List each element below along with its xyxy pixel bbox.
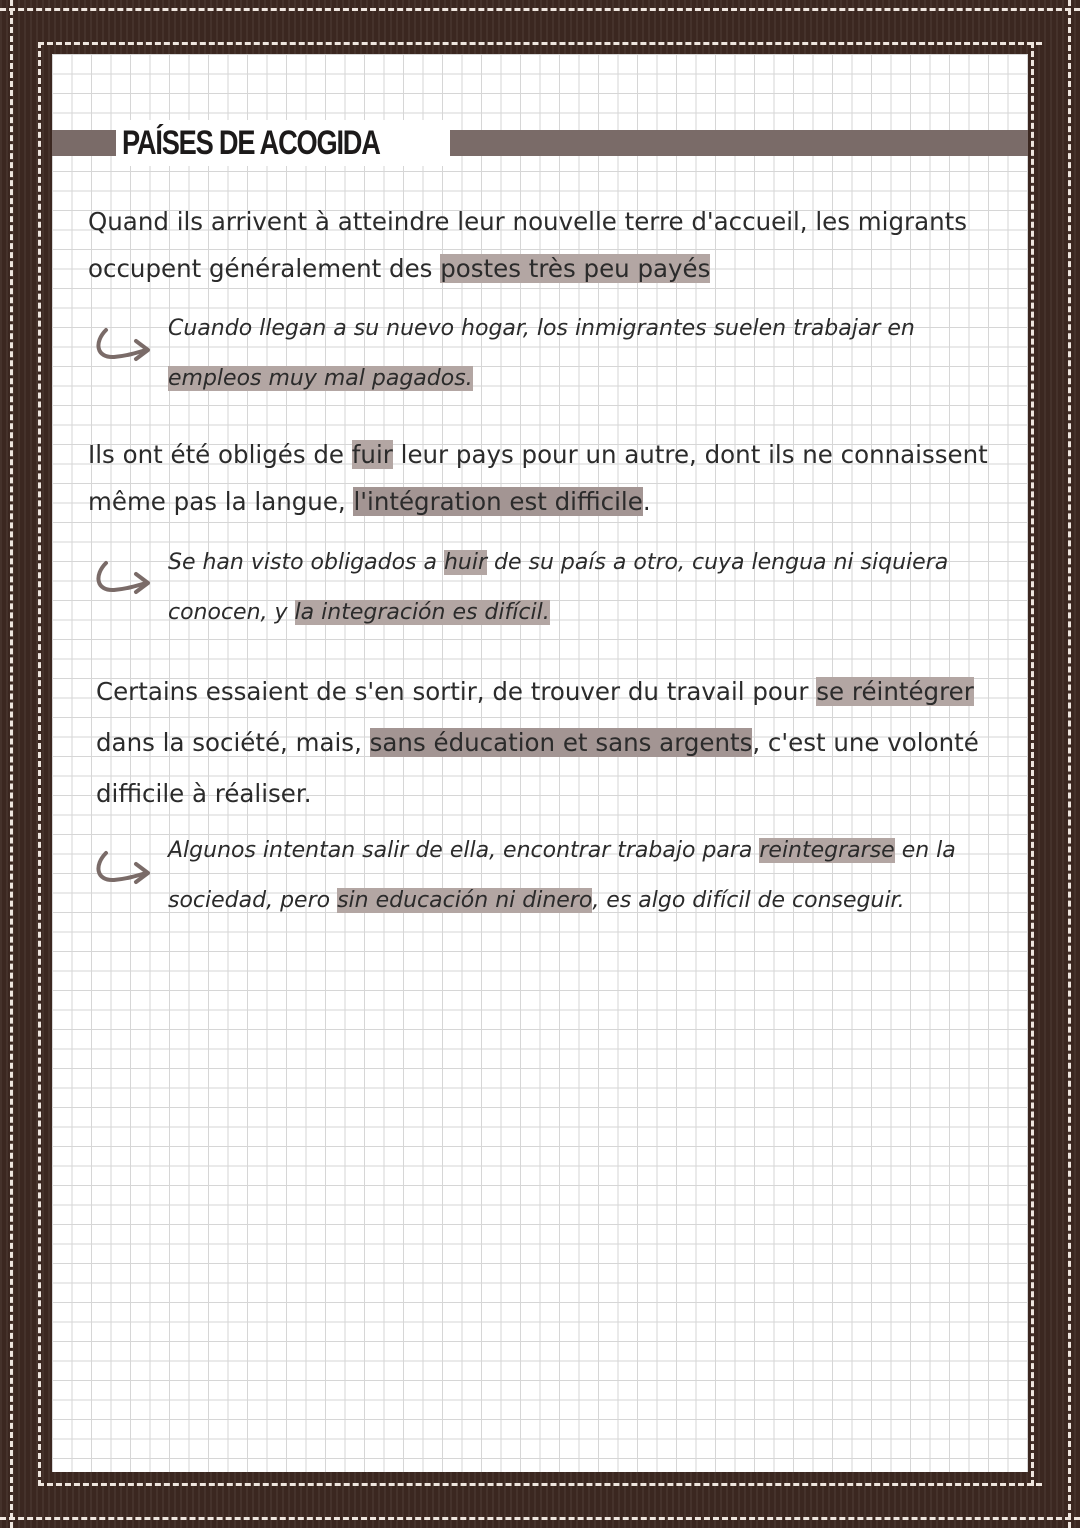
text-segment: , c'est une volonté difficile à réaliser. [96,728,979,808]
title-box [116,120,450,166]
highlighted-phrase: postes très peu payés [440,254,711,283]
highlighted-phrase: l'intégration est difficile [353,487,643,516]
highlighted-phrase: empleos muy mal pagados. [168,366,473,391]
highlighted-phrase: sin educación ni dinero [337,888,593,913]
text-segment: , es algo difícil de conseguir. [592,888,905,913]
french-paragraph-3 [96,666,1016,819]
curved-arrow-icon [92,559,156,599]
page-title: PAÍSES DE ACOGIDA [122,123,380,162]
curved-arrow-icon [92,326,156,366]
text-segment: de su país a otro, cuya lengua ni siquiera conocen, y [168,550,949,625]
text-segment: Cuando llegan a su nuevo hogar, los inmigrantes suelen trabajar en [168,316,915,341]
french-paragraph-1 [88,198,1008,292]
text-segment: Ils ont été obligés de [88,440,352,469]
text-segment: Algunos intentan salir de ella, encontrar trabajo para [168,838,760,863]
text-segment: . [642,487,651,516]
text-segment: Se han visto obligados a [168,550,444,575]
french-paragraph-2 [88,431,1008,525]
spanish-translation-3 [168,826,998,926]
highlighted-phrase: huir [443,550,488,575]
highlighted-phrase: la integración es difícil. [294,600,550,625]
spanish-translation-2 [168,538,998,638]
text-segment: Certains essaient de s'en sortir, de trouver du travail pour [96,677,817,706]
grid-paper [52,54,1028,1472]
spanish-translation-1 [168,304,998,404]
text-segment: en la sociedad, pero [168,838,956,913]
highlighted-phrase: sans éducation et sans argents [369,728,753,757]
highlighted-phrase: fuir [351,440,393,469]
highlighted-phrase: se réintégrer [816,677,974,706]
highlighted-phrase: reintegrarse [759,838,895,863]
text-segment: dans la société, mais, [96,728,370,757]
curved-arrow-icon [92,849,156,889]
text-segment: leur pays pour un autre, dont ils ne connaissent même pas la langue, [88,440,988,516]
text-segment: Quand ils arrivent à atteindre leur nouvelle terre d'accueil, les migrants occupent généralement des [88,207,968,283]
